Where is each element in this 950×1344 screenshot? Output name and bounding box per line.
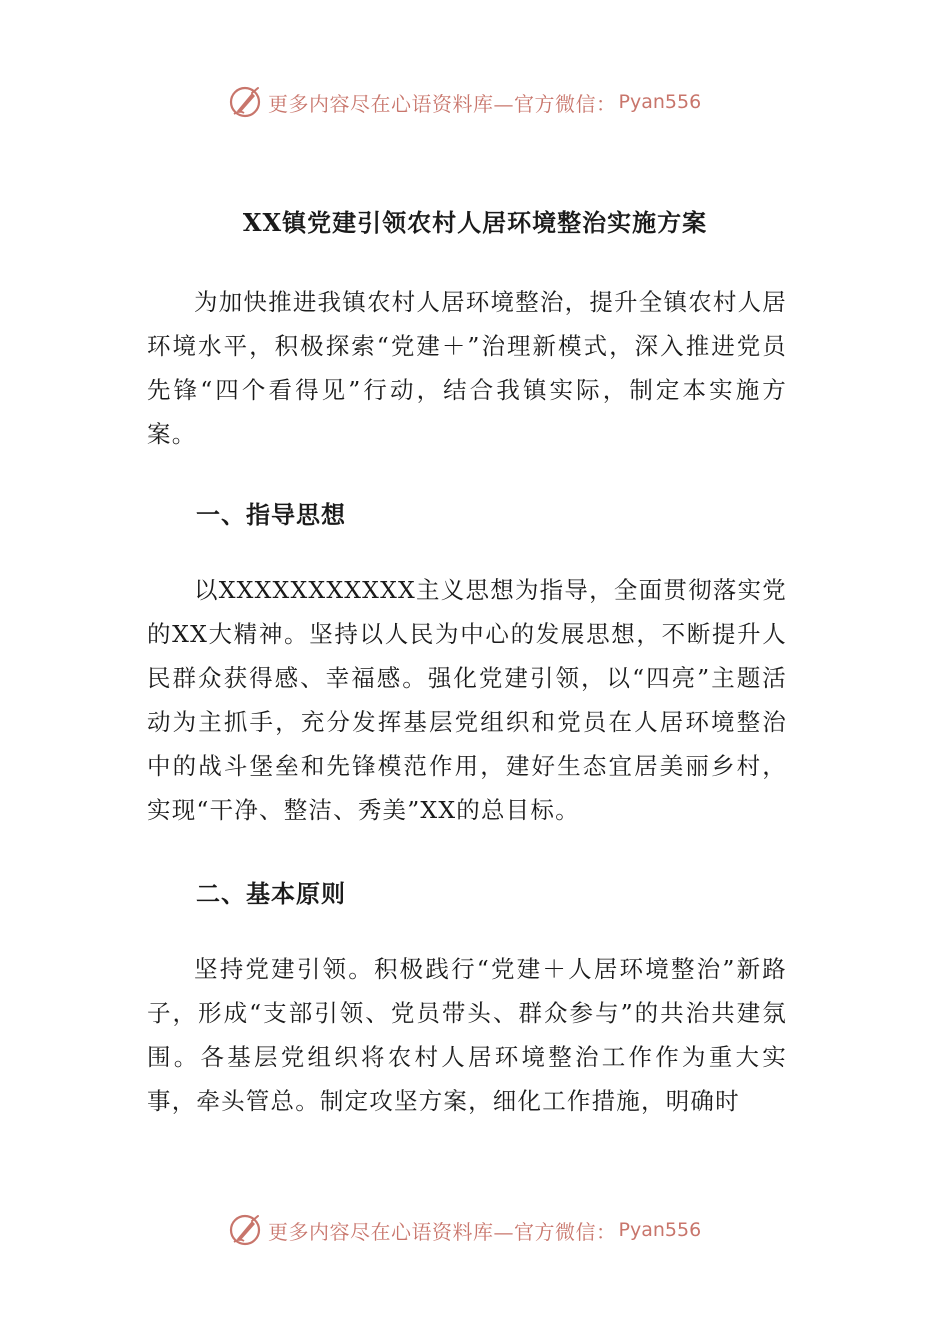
document-title: XX镇党建引领农村人居环境整治实施方案 [242, 208, 708, 237]
quill-pen-logo-icon [228, 84, 264, 120]
watermark-banner-bottom [228, 1210, 701, 1250]
watermark-wechat-id: Pyan556 [618, 91, 702, 113]
watermark-wechat-id: Pyan556 [618, 1219, 702, 1241]
watermark-text: 更多内容尽在心语资料库—官方微信： [268, 91, 617, 116]
section-paragraph-guiding-ideology: 以XXXXXXXXXXX主义思想为指导，全面贯彻落实党的XX大精神。坚持以人民为中心的发展思想，不断提升人民群众获得感、幸福感。强化党建引领，以“四亮”主题活动为主抓手，充分发挥基层党组织和党员在人居环境整治中的战斗堡垒和先锋模范作用，建好生态宜居美丽乡村，实现“干净、整洁、秀美”XX的总目标。 [147, 576, 787, 824]
section-paragraph-basic-principles: 坚持党建引领。积极践行“党建＋人居环境整治”新路子，形成“支部引领、党员带头、群众参与”的共治共建氛围。各基层党组织将农村人居环境整治工作作为重大实事，牵头管总。制定攻坚方案，细化工作措施，明确时 [147, 955, 787, 1115]
watermark-text: 更多内容尽在心语资料库—官方微信： [268, 1219, 617, 1244]
section-heading-guiding-ideology: 一、指导思想 [196, 500, 346, 529]
quill-pen-logo-icon [228, 1212, 264, 1248]
section-heading-basic-principles: 二、基本原则 [196, 879, 346, 908]
intro-paragraph: 为加快推进我镇农村人居环境整治，提升全镇农村人居环境水平，积极探索“党建＋”治理新模式，深入推进党员先锋“四个看得见”行动，结合我镇实际，制定本实施方案。 [147, 288, 787, 448]
watermark-banner-top [228, 82, 701, 122]
